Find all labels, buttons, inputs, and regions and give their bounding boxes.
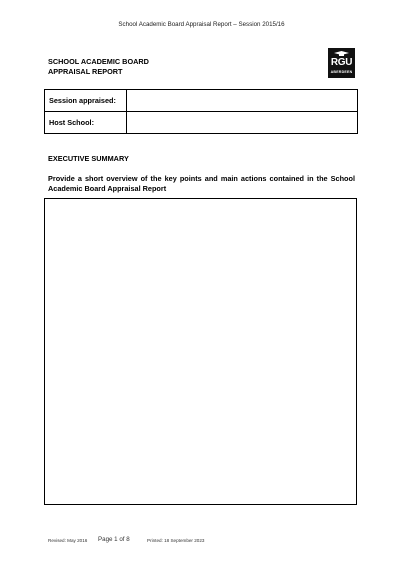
session-appraised-label: Session appraised: [45, 90, 127, 112]
table-row [45, 112, 358, 134]
running-header: School Academic Board Appraisal Report – Session 2015/16 [118, 21, 285, 28]
host-school-label: Host School: [45, 112, 127, 134]
rgu-logo [328, 48, 355, 78]
host-school-field[interactable] [127, 112, 358, 134]
document-title [48, 57, 149, 77]
session-appraised-field[interactable] [127, 90, 358, 112]
executive-summary-box[interactable] [44, 198, 357, 505]
document-title-line-2: APPRAISAL REPORT [48, 67, 123, 76]
session-info-table [44, 89, 358, 134]
document-title-line-1: SCHOOL ACADEMIC BOARD [48, 57, 149, 66]
logo-city: ABERDEEN [330, 70, 353, 74]
footer-printed: Printed: 18 September 2023 [147, 538, 205, 543]
table-row [45, 90, 358, 112]
logo-name: RGU [330, 57, 353, 68]
footer-page-number: Page 1 of 8 [98, 536, 130, 543]
mortarboard-icon [334, 51, 349, 56]
executive-summary-instructions: Provide a short overview of the key points and main actions contained in the School Academic Board Appraisal Report [48, 174, 355, 193]
executive-summary-heading: EXECUTIVE SUMMARY [48, 154, 129, 163]
footer-revised: Revised: May 2016 [48, 538, 88, 543]
